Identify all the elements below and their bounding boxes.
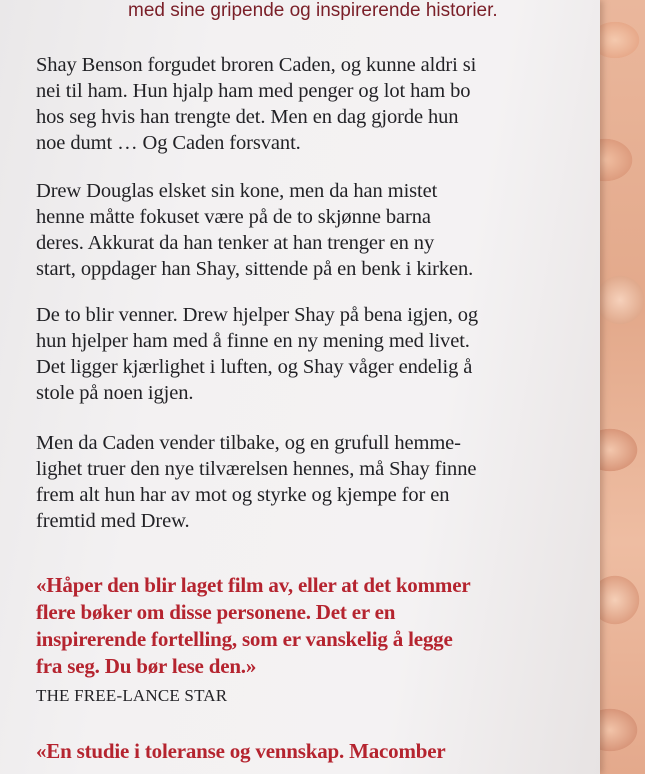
synopsis-paragraph-4: Men da Caden vender tilbake, og en grufull hemme- lighet truer den nye tilværelsen hennes, må Shay finne frem alt hun har av mot og styrke og kjempe for en fremtid med Drew. [36, 432, 477, 532]
synopsis-paragraph-1: Shay Benson forgudet broren Caden, og kunne aldri si nei til ham. Hun hjalp ham med penger og lot ham bo hos seg hvis han trengte det. Men en dag gjorde hun noe dumt … Og Caden forsvant. [36, 54, 477, 154]
review-source-1: THE FREE-LANCE STAR [36, 686, 228, 705]
review-quote-1: «Håper den blir laget film av, eller at det kommer flere bøker om disse personene. Det er en inspirerende fortelling, som er vanskelig å legge fra seg. Du bør lese den.» [36, 573, 471, 678]
synopsis-paragraph-3: De to blir venner. Drew hjelper Shay på bena igjen, og hun hjelper ham med å finne en ny mening med livet. Det ligger kjærlighet i luften, og Shay våger endelig å stole på noen igjen. [36, 304, 479, 404]
header-line: med sine gripende og inspirerende historier. [128, 0, 498, 21]
review-quote-2: «En studie i toleranse og vennskap. Macomber [36, 739, 446, 763]
header-tagline [128, 0, 548, 24]
synopsis-paragraph-2: Drew Douglas elsket sin kone, men da han mistet henne måtte fokuset være på de to skjønne barna deres. Akkurat da han tenker at han trenger en ny start, oppdager han Shay, sittende på en benk i kirken. [36, 180, 474, 280]
